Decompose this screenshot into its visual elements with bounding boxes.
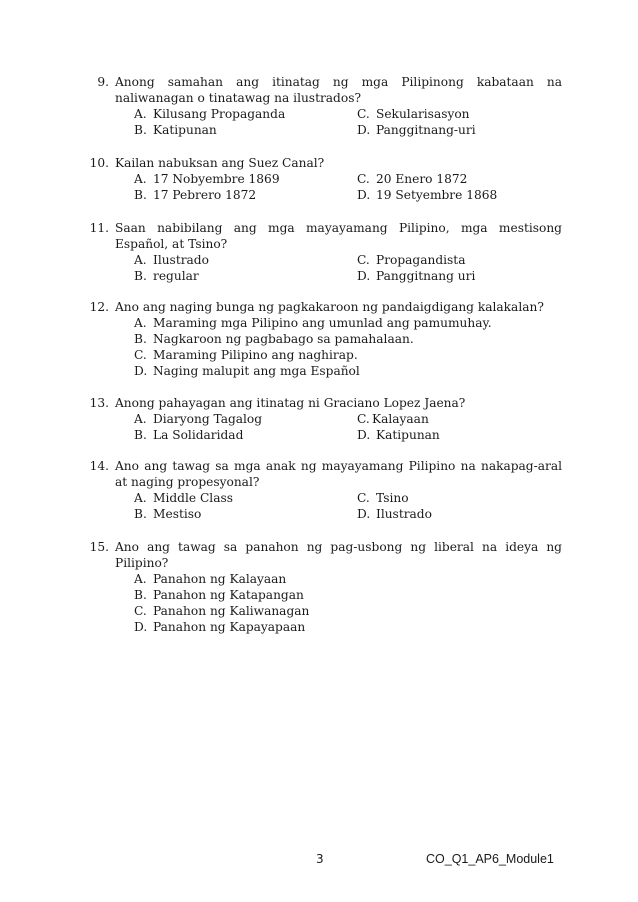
option-d (134, 363, 562, 379)
option-letter: C. (357, 107, 370, 121)
option-d (357, 506, 557, 522)
question-number: 10. (89, 156, 109, 170)
options (134, 171, 562, 203)
option-a (134, 315, 562, 331)
option-text: Katipunan (376, 428, 440, 442)
option-text: Mestiso (153, 507, 202, 521)
option-letter: C. (134, 348, 147, 362)
option-letter: C. (357, 172, 370, 186)
option-b (134, 331, 562, 347)
option-text: Maraming mga Pilipino ang umunlad ang pamumuhay. (153, 316, 492, 330)
option-b (134, 427, 357, 443)
option-a (134, 252, 357, 268)
option-d (357, 187, 557, 203)
option-c (357, 171, 557, 187)
option-text: Maraming Pilipino ang naghirap. (153, 348, 358, 362)
option-letter: C. (357, 412, 370, 426)
option-text: Panahon ng Kapayapaan (153, 620, 306, 634)
option-letter: A. (134, 412, 147, 426)
option-c (357, 106, 557, 122)
option-letter: B. (134, 507, 147, 521)
options (134, 490, 562, 522)
page-number: 3 (316, 852, 324, 866)
question-number: 15. (89, 540, 109, 554)
option-text: Panahon ng Kaliwanagan (153, 604, 310, 618)
option-letter: B. (134, 123, 147, 137)
question-15 (82, 539, 562, 635)
option-d (357, 268, 557, 284)
option-text: Katipunan (153, 123, 217, 137)
option-text: Panahon ng Kalayaan (153, 572, 287, 586)
question-13 (82, 395, 562, 443)
option-text: Panggitnang uri (376, 269, 476, 283)
option-text: Propagandista (376, 253, 466, 267)
option-text: 20 Enero 1872 (376, 172, 468, 186)
option-text: 17 Nobyembre 1869 (153, 172, 280, 186)
option-c (357, 411, 557, 427)
option-text: Naging malupit ang mga Español (153, 364, 360, 378)
option-text: Ilustrado (153, 253, 209, 267)
option-c (134, 347, 562, 363)
option-d (357, 122, 557, 138)
option-text: Sekularisasyon (376, 107, 470, 121)
option-text: Diaryong Tagalog (153, 412, 263, 426)
question-number: 13. (89, 396, 109, 410)
options (134, 571, 562, 635)
question-10 (82, 155, 562, 203)
option-text: Nagkaroon ng pagbabago sa pamahalaan. (153, 332, 414, 346)
option-text: Tsino (376, 491, 409, 505)
option-text: Kalayaan (372, 412, 429, 426)
option-text: Panggitnang-uri (376, 123, 476, 137)
option-a (134, 490, 357, 506)
question-text: Anong samahan ang itinatag ng mga Pilipinong kabataan na naliwanagan o tinatawag na ilustrados? (115, 75, 562, 105)
options (134, 106, 562, 138)
option-d (357, 427, 557, 443)
option-text: 17 Pebrero 1872 (153, 188, 257, 202)
option-letter: A. (134, 491, 147, 505)
option-text: Panahon ng Katapangan (153, 588, 304, 602)
question-text: Ano ang naging bunga ng pagkakaroon ng pandaigdigang kalakalan? (115, 300, 544, 314)
question-text: Ano ang tawag sa panahon ng pag-usbong ng liberal na ideya ng Pilipino? (115, 540, 562, 570)
options (134, 252, 562, 284)
option-letter: A. (134, 107, 147, 121)
option-b (134, 587, 562, 603)
option-a (134, 106, 357, 122)
option-letter: A. (134, 316, 147, 330)
option-text: Middle Class (153, 491, 233, 505)
option-text: Ilustrado (376, 507, 432, 521)
question-11 (82, 220, 562, 284)
option-letter: B. (134, 188, 147, 202)
option-a (134, 411, 357, 427)
option-letter: B. (134, 332, 147, 346)
option-letter: A. (134, 172, 147, 186)
option-c (134, 603, 562, 619)
option-letter: C. (357, 491, 370, 505)
option-b (134, 506, 357, 522)
option-text: 19 Setyembre 1868 (376, 188, 498, 202)
option-text: Kilusang Propaganda (153, 107, 286, 121)
question-number: 14. (89, 459, 109, 473)
question-text: Saan nabibilang ang mga mayayamang Pilipino, mga mestisong Español, at Tsino? (115, 221, 562, 251)
option-letter: B. (134, 269, 147, 283)
option-a (134, 571, 562, 587)
option-d (134, 619, 562, 635)
question-text: Ano ang tawag sa mga anak ng mayayamang Pilipino na nakapag-aral at naging propesyonal? (115, 459, 562, 489)
option-letter: D. (357, 188, 371, 202)
option-letter: D. (357, 507, 371, 521)
option-letter: C. (134, 604, 147, 618)
option-letter: D. (357, 269, 371, 283)
question-text: Anong pahayagan ang itinatag ni Graciano Lopez Jaena? (115, 396, 466, 410)
option-b (134, 187, 357, 203)
option-letter: C. (357, 253, 370, 267)
options (134, 315, 562, 379)
question-number: 11. (89, 221, 109, 235)
question-14 (82, 458, 562, 522)
option-text: regular (153, 269, 199, 283)
module-code: CO_Q1_AP6_Module1 (426, 852, 554, 866)
option-letter: D. (357, 428, 371, 442)
question-number: 9. (97, 75, 109, 89)
question-12 (82, 299, 562, 379)
question-9 (82, 74, 562, 138)
options (134, 411, 562, 443)
option-letter: D. (134, 364, 148, 378)
option-a (134, 171, 357, 187)
option-letter: D. (357, 123, 371, 137)
option-letter: B. (134, 588, 147, 602)
option-text: La Solidaridad (153, 428, 244, 442)
option-c (357, 252, 557, 268)
option-b (134, 122, 357, 138)
question-text: Kailan nabuksan ang Suez Canal? (115, 156, 325, 170)
option-letter: B. (134, 428, 147, 442)
option-b (134, 268, 357, 284)
option-letter: A. (134, 253, 147, 267)
option-letter: D. (134, 620, 148, 634)
question-number: 12. (89, 300, 109, 314)
option-c (357, 490, 557, 506)
option-letter: A. (134, 572, 147, 586)
